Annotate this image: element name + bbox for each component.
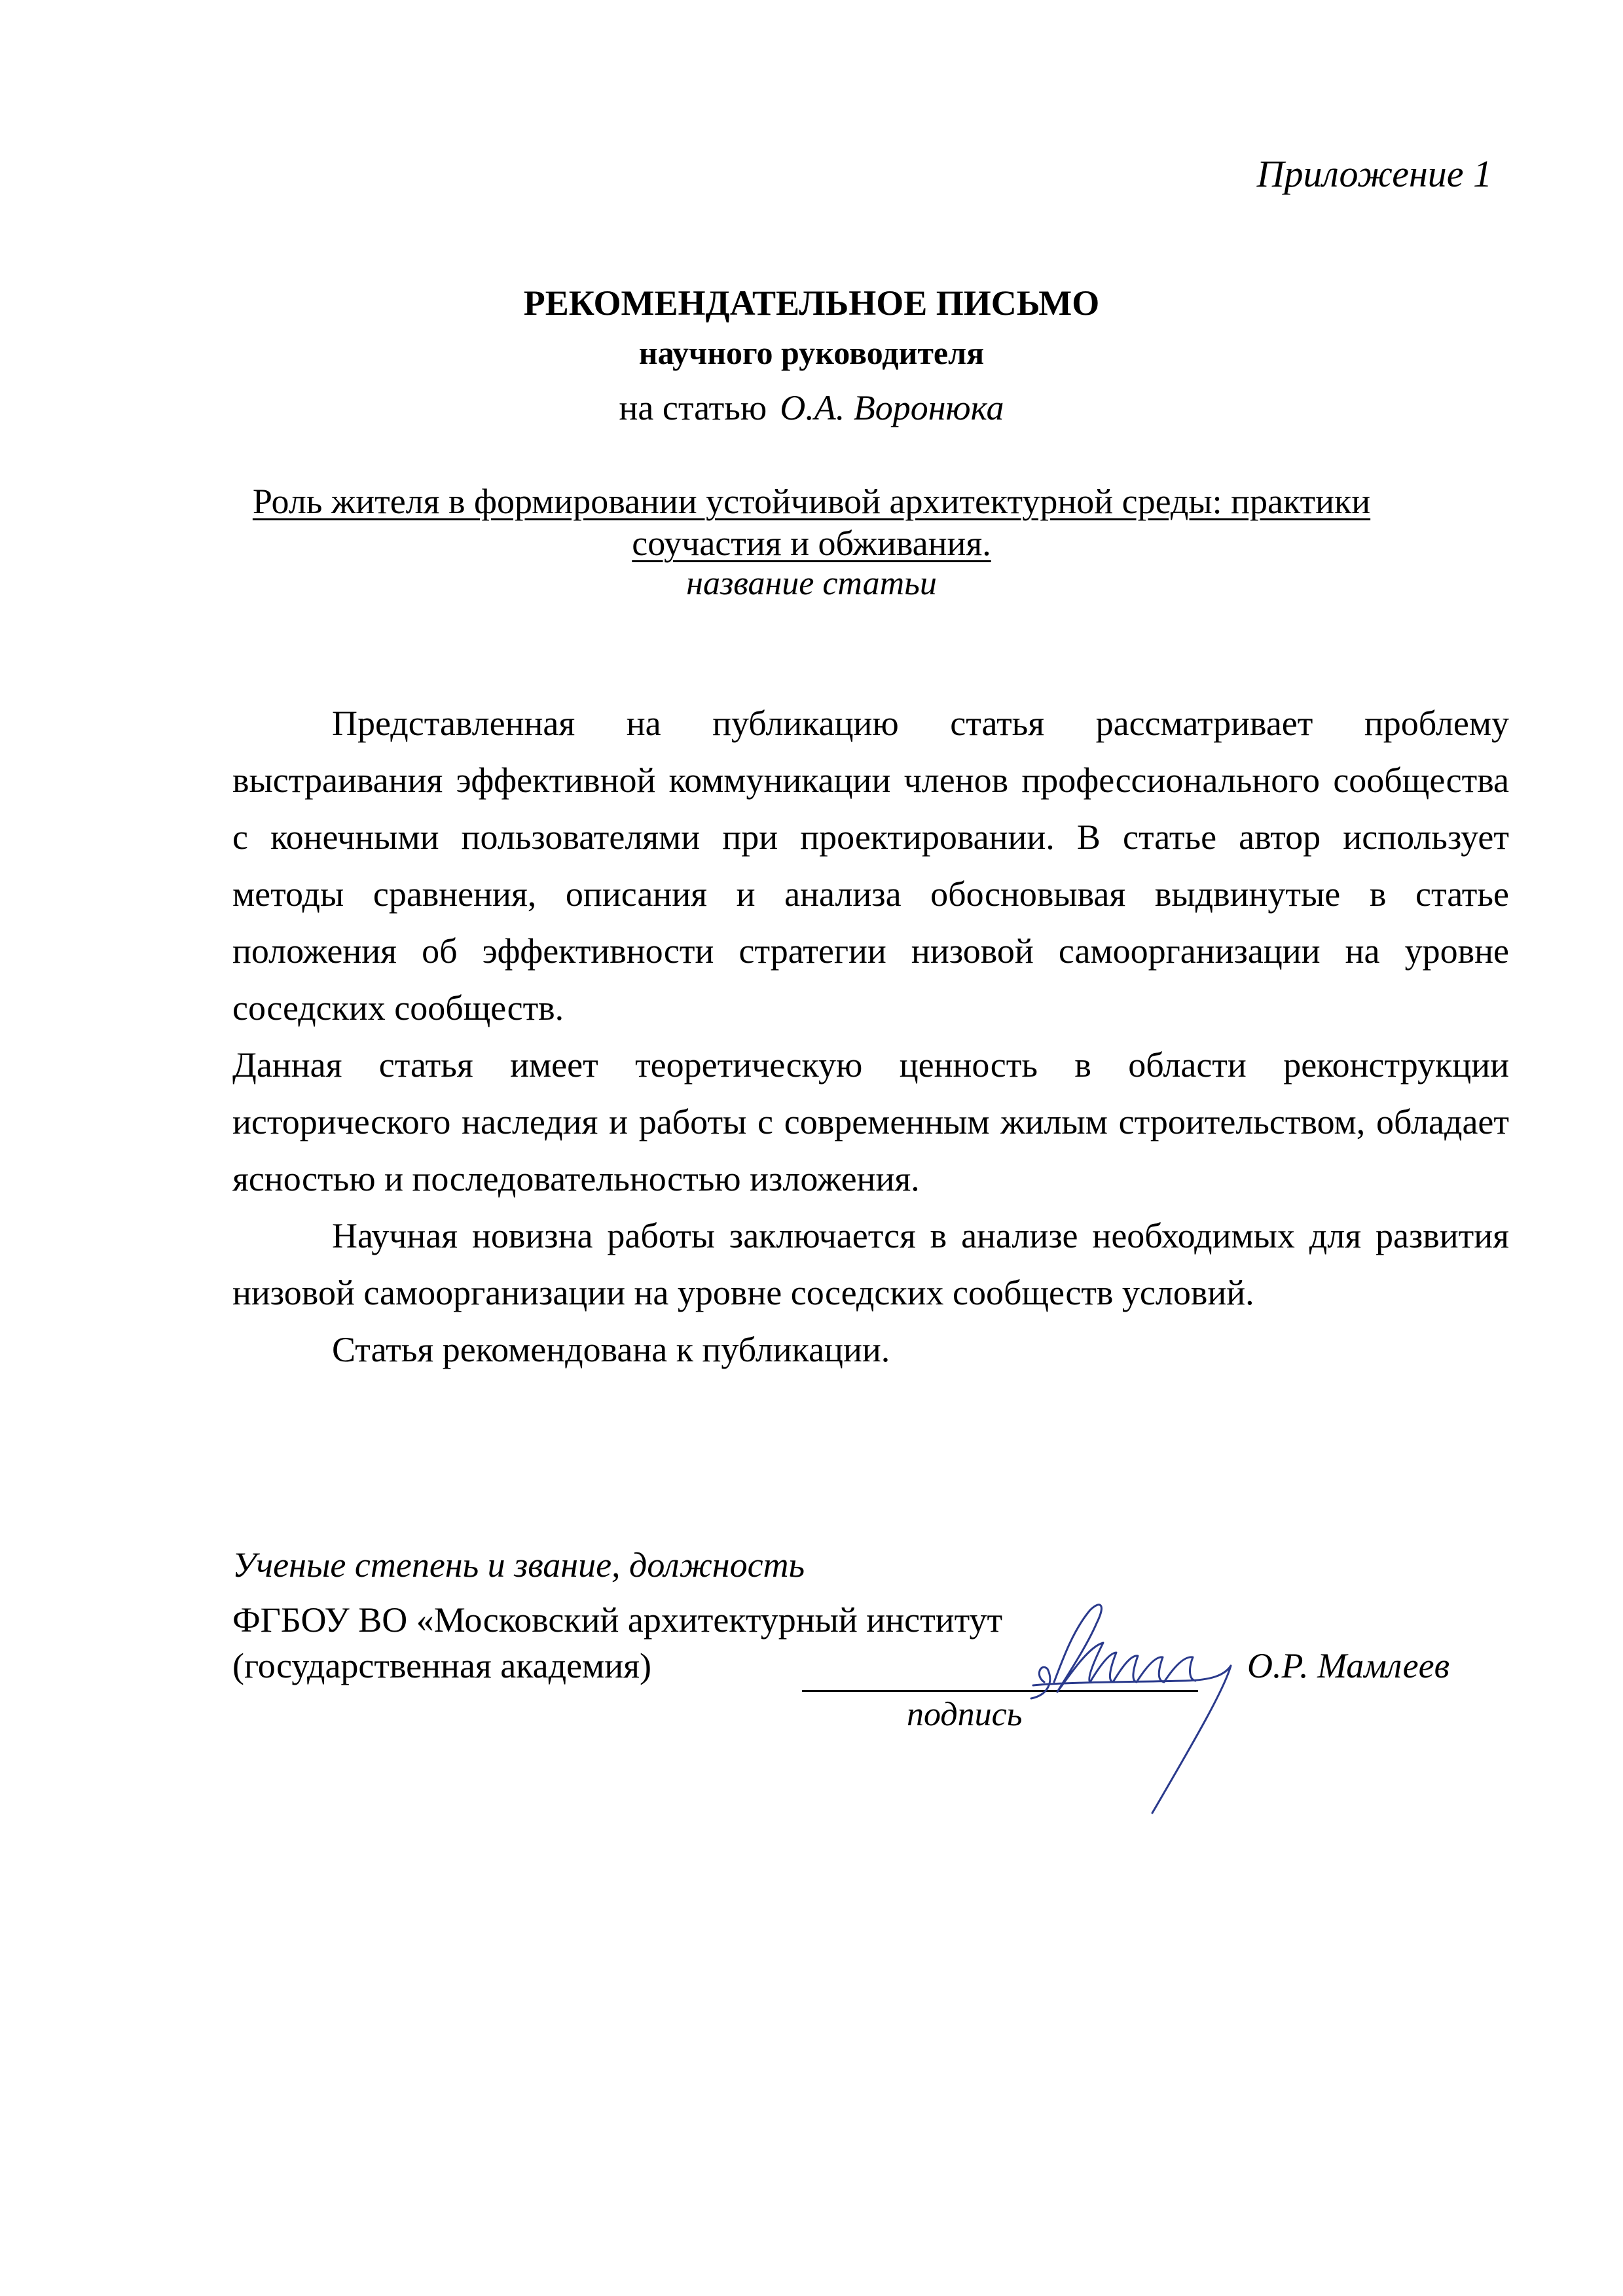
signer-name: О.Р. Мамлеев bbox=[1247, 1646, 1450, 1685]
article-title bbox=[0, 480, 1623, 564]
organization-line-1: ФГБОУ ВО «Московский архитектурный институт bbox=[232, 1600, 1003, 1640]
body-paragraph-3: Научная новизна работы заключается в анализе необходимых для развития низовой самоорганизации на уровне соседских сообществ условий. bbox=[232, 1216, 1509, 1312]
article-for-prefix: на статью bbox=[619, 388, 767, 427]
body-paragraph-1: Представленная на публикацию статья рассматривает проблему выстраивания эффективной коммуникации членов профессионального сообщества с конечными пользователями при проектировании. В статье автор использует методы сравнения, описания и анализа обосновывая выдвинутые в статье положения об эффективности стратегии низовой самоорганизации на уровне соседских сообществ. bbox=[232, 704, 1509, 1028]
body-paragraph-4: Статья рекомендована к публикации. bbox=[332, 1330, 890, 1369]
handwritten-signature bbox=[1028, 1584, 1290, 1820]
article-title-caption: название статьи bbox=[686, 565, 937, 602]
article-title-line-1: Роль жителя в формировании устойчивой архитектурной среды: практики bbox=[252, 482, 1371, 521]
appendix-label: Приложение 1 bbox=[1256, 152, 1492, 195]
article-for-line bbox=[0, 387, 1623, 428]
letter-title: РЕКОМЕНДАТЕЛЬНОЕ ПИСЬМО bbox=[523, 283, 1100, 323]
article-author: О.А. Воронюка bbox=[780, 388, 1004, 427]
body-paragraph-2: Данная статья имеет теоретическую ценность в области реконструкции исторического наследия и работы с современным жилым строительством, обладает ясностью и последовательностью изложения. bbox=[232, 1045, 1509, 1198]
letter-subtitle: научного руководителя bbox=[638, 334, 985, 371]
degree-caption: Ученые степень и звание, должность bbox=[232, 1545, 805, 1585]
letter-body bbox=[232, 695, 1509, 1378]
organization-line-2: (государственная академия) bbox=[232, 1646, 651, 1685]
article-title-line-2: соучастия и обживания. bbox=[632, 524, 991, 563]
signature-caption: подпись bbox=[907, 1696, 1023, 1733]
